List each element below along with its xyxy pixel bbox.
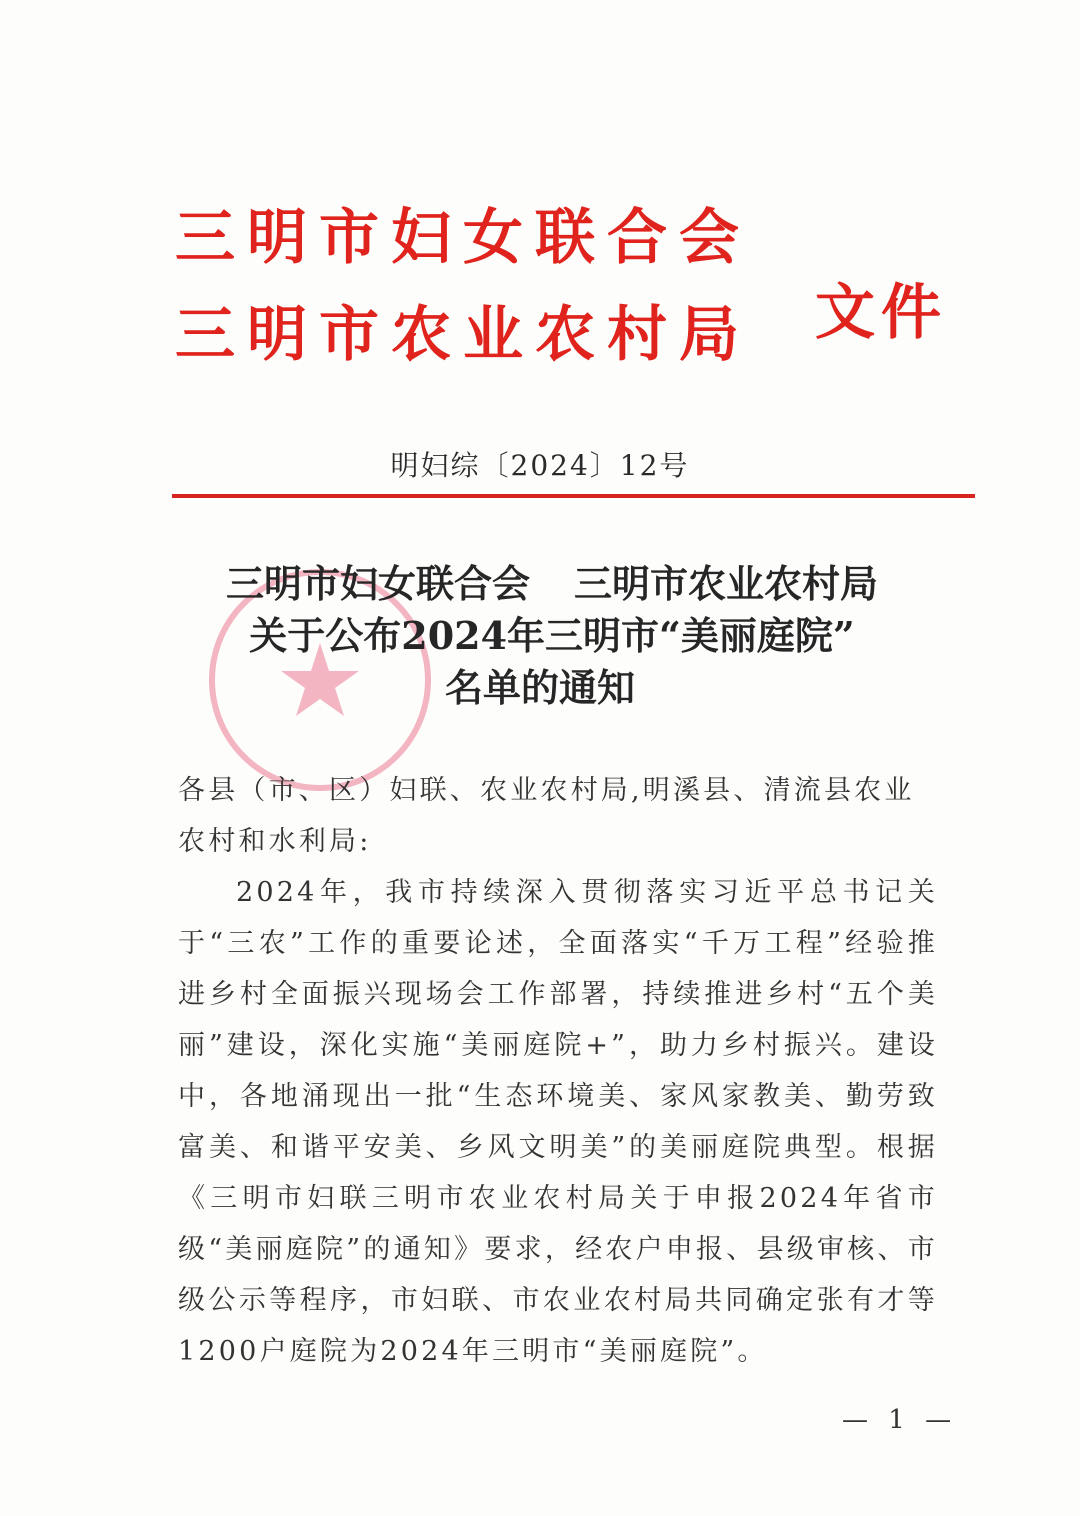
- document-type-label: 文件: [815, 278, 947, 348]
- notice-title-line-2: 关于公布2024年三明市“美丽庭院”: [249, 613, 855, 658]
- notice-title-line-1: [12, 561, 1080, 606]
- issuer-name-line-1: 三明市妇女联合会: [175, 203, 751, 273]
- red-divider-rule: [172, 494, 975, 498]
- salutation: 各县（市、区）妇联、农业农村局,明溪县、清流县农业农村和水利局:: [178, 775, 915, 857]
- title-issuer-2: 三明市农业农村局: [574, 561, 879, 606]
- notice-title-line-3: 名单的通知: [444, 665, 635, 710]
- title-issuer-1: 三明市妇女联合会: [225, 561, 530, 606]
- page-number: — 1 —: [842, 1405, 958, 1435]
- body-paragraph: 2024年，我市持续深入贯彻落实习近平总书记关于“三农”工作的重要论述，全面落实“千万工程”经验推进乡村全面振兴现场会工作部署，持续推进乡村“五个美丽”建设，深化实施“美丽庭院+”，助力乡村振兴。建设中，各地涌现出一批“生态环境美、家风家教美、勤劳致富美、和谐平安美、乡风文明美”的美丽庭院典型。根据《三明市妇联三明市农业农村局关于申报2024年省市级“美丽庭院”的通知》要求，经农户申报、县级审核、市级公示等程序，市妇联、市农业农村局共同确定张有才等1200户庭院为2024年三明市“美丽庭院”。: [178, 877, 938, 1367]
- issuer-name-line-2: 三明市农业农村局: [175, 300, 751, 370]
- document-number: 明妇综〔2024〕12号: [390, 449, 690, 482]
